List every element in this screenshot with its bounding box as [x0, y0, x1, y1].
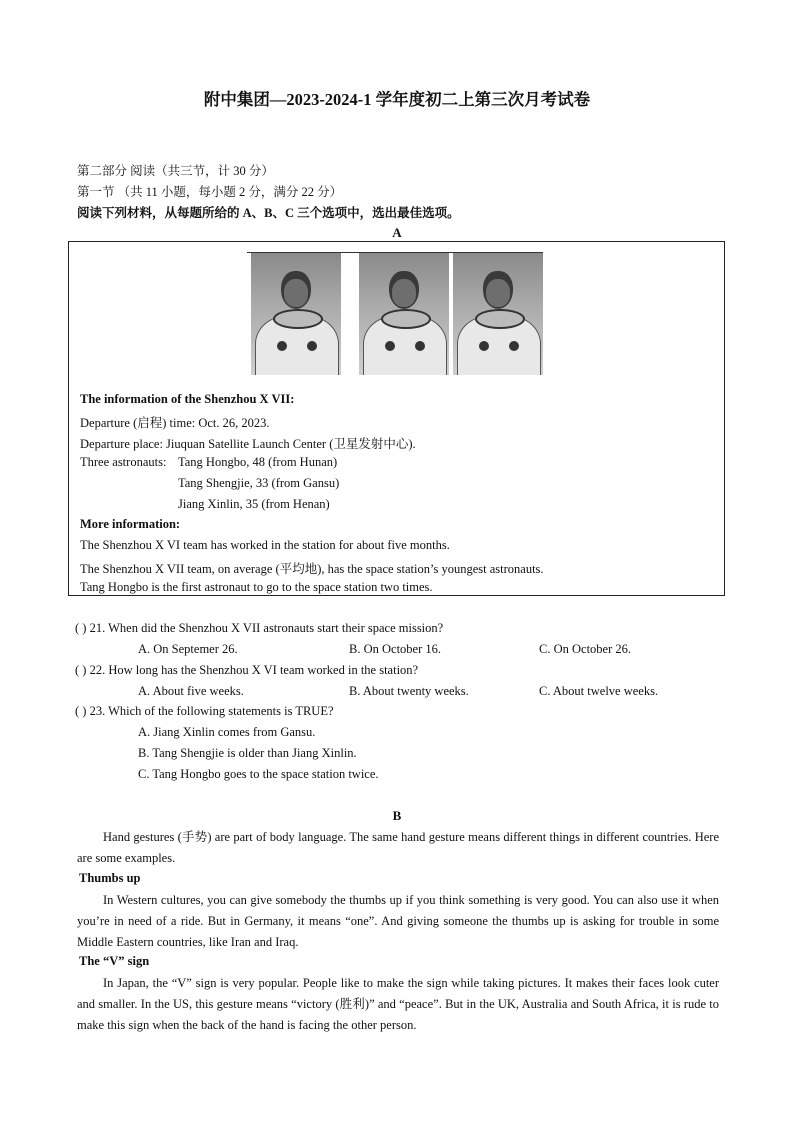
astronaut-photos	[247, 252, 543, 375]
option-b: B. Tang Shengjie is older than Jiang Xinlin.	[138, 746, 357, 760]
option-a: A. On Septemer 26.	[138, 642, 238, 656]
astronaut-photo	[453, 253, 543, 375]
option-c: C. Tang Hongbo goes to the space station twice.	[138, 767, 379, 781]
more-heading: More information:	[80, 517, 181, 531]
paragraph-v-sign: In Japan, the “V” sign is very popular. People like to make the sign while taking pictures. It makes their faces look cuter and smaller. In the US, this gesture means “victory (胜利)” and “peace”. But in the UK, Australia and South Africa, it is rude to make this sign when the back of the hand is facing the other person.	[77, 976, 719, 1032]
departure-time: Departure (启程) time: Oct. 26, 2023.	[80, 416, 270, 430]
option-a: A. About five weeks.	[138, 684, 244, 698]
option-c: C. On October 26.	[539, 642, 631, 656]
option-b: B. About twenty weeks.	[349, 684, 469, 698]
instruction: 阅读下列材料，从每题所给的 A、B、C 三个选项中，选出最佳选项。	[77, 206, 460, 220]
passage-b-label: B	[392, 808, 402, 823]
paragraph-thumbs-up: In Western cultures, you can give somebody the thumbs up if you think something is very good. You can also use it when you’re in need of a ride. But in Germany, it means “one”. And giving someone the thumbs up is asking for trouble in some Middle Eastern countries, like Iran and Iraq.	[77, 893, 719, 949]
info-heading: The information of the Shenzhou X VII:	[80, 392, 295, 406]
question-22: ( ) 22. How long has the Shenzhou X VI team worked in the station?	[75, 663, 419, 677]
question-21: ( ) 21. When did the Shenzhou X VII astronauts start their space mission?	[75, 621, 444, 635]
more-line: Tang Hongbo is the first astronaut to go to the space station two times.	[80, 580, 433, 594]
astronauts-label: Three astronauts:	[80, 455, 167, 469]
heading-v-sign: The “V” sign	[79, 954, 150, 968]
option-a: A. Jiang Xinlin comes from Gansu.	[138, 725, 316, 739]
section-heading: 第一节 （共 11 小题，每小题 2 分，满分 22 分）	[77, 185, 343, 199]
exam-title: 附中集团—2023-2024-1 学年度初二上第三次月考试卷	[203, 90, 591, 109]
option-b: B. On October 16.	[349, 642, 441, 656]
option-c: C. About twelve weeks.	[539, 684, 659, 698]
heading-thumbs-up: Thumbs up	[79, 871, 141, 885]
passage-a-box	[68, 241, 725, 596]
question-23: ( ) 23. Which of the following statements is TRUE?	[75, 704, 334, 718]
more-line: The Shenzhou X VII team, on average (平均地), has the space station’s youngest astronauts.	[80, 562, 544, 576]
more-line: The Shenzhou X VI team has worked in the station for about five months.	[80, 538, 450, 552]
astronaut-photo	[359, 253, 449, 375]
astronaut-photo	[251, 253, 341, 375]
passage-a-label: A	[392, 225, 402, 240]
passage-b-intro: Hand gestures (手势) are part of body language. The same hand gesture means different things in different countries. Here are some examples.	[77, 830, 719, 865]
astronaut-item: Jiang Xinlin, 35 (from Henan)	[178, 497, 330, 511]
part-heading: 第二部分 阅读（共三节，计 30 分）	[77, 164, 274, 178]
departure-place: Departure place: Jiuquan Satellite Launch Center (卫星发射中心).	[80, 437, 416, 451]
astronaut-item: Tang Shengjie, 33 (from Gansu)	[178, 476, 340, 490]
astronaut-item: Tang Hongbo, 48 (from Hunan)	[178, 455, 338, 469]
